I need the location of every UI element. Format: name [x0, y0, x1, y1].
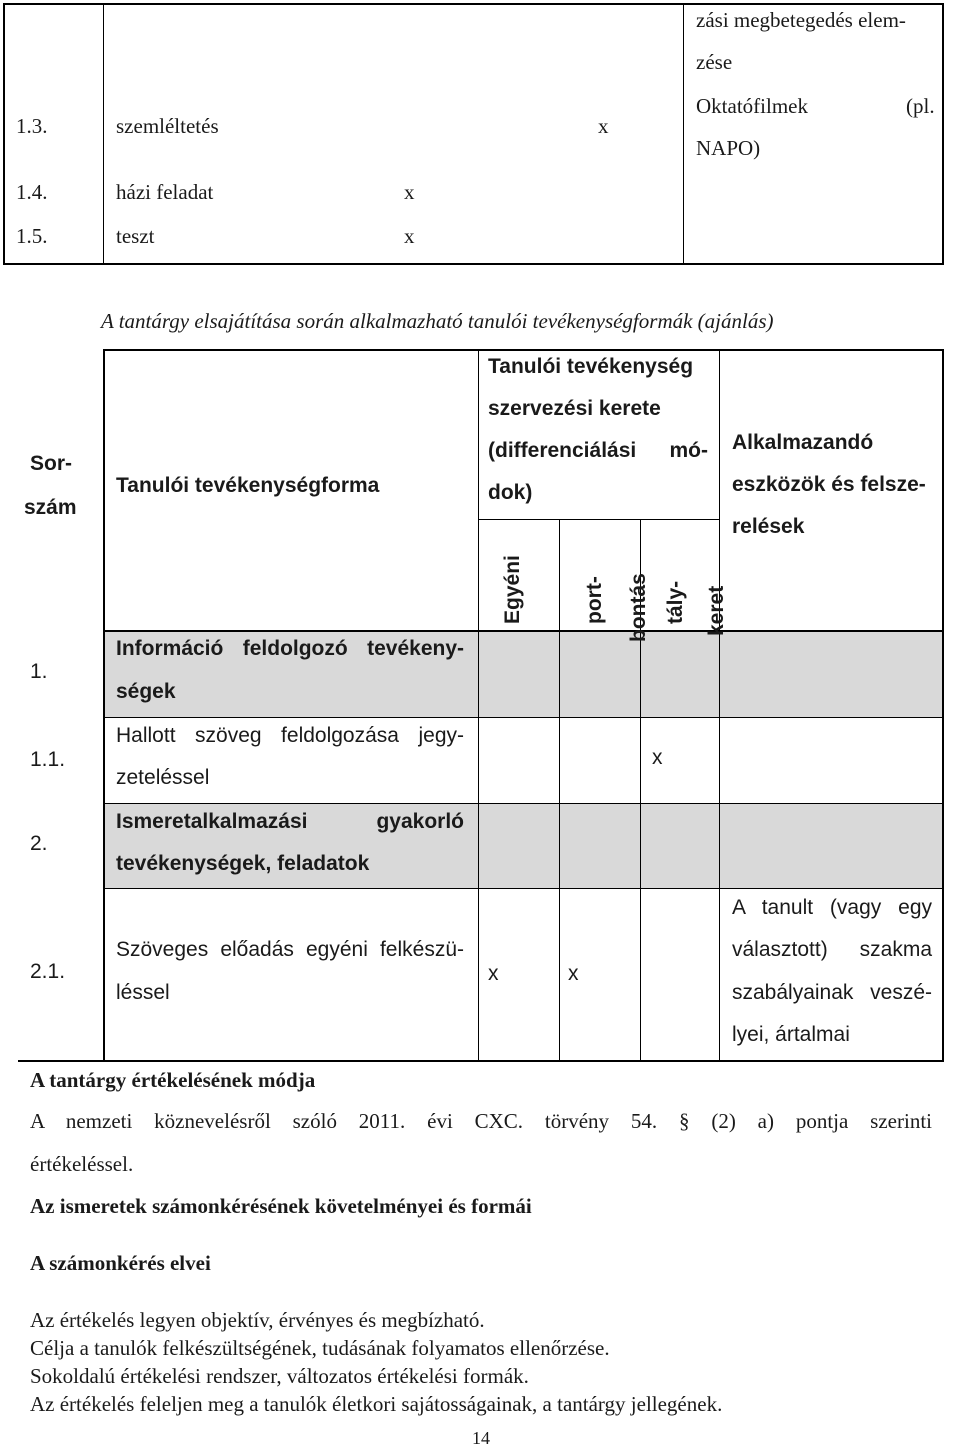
top-row-tools-line2: NAPO) [696, 136, 761, 160]
principle-item: Az értékelés legyen objektív, érvényes és megbízható. [30, 1308, 485, 1332]
principle-item: Célja a tanulók felkészültségének, tudásának folyamatos ellenőrzése. [30, 1336, 610, 1360]
page-number: 14 [472, 1428, 490, 1448]
subheader-clip [479, 520, 728, 642]
top-row-tools-line1: Oktatófilmek [696, 94, 808, 118]
evaluation-heading: A tantárgy értékelésének módja [30, 1068, 316, 1092]
evaluation-line2: értékeléssel. [30, 1152, 134, 1176]
top-row-name: házi feladat [116, 180, 214, 204]
principle-item: Sokoldalú értékelési rendszer, változatos értékelési formák. [30, 1364, 529, 1388]
row-num: 1. [30, 660, 48, 683]
header-num-line1: Sor- [30, 452, 72, 475]
row-text-line2: ségek [116, 680, 176, 703]
row-text-line1: Hallott szöveg feldolgozása jegy- [116, 724, 464, 747]
principles-heading: A számonkérés elvei [30, 1251, 211, 1275]
requirements-heading: Az ismeretek számonkérésének követelményei és formái [30, 1194, 532, 1218]
section-title: A tantárgy elsajátítása során alkalmazható tanulói tevékenységformák (ajánlás) [101, 309, 774, 333]
top-row-name: teszt [116, 224, 155, 248]
row-text-line1: Szöveges előadás egyéni felkészü- [116, 938, 464, 961]
header-org-line2: szervezési kerete [488, 397, 661, 420]
header-tools-line2: eszközök és felsze- [732, 473, 926, 496]
top-row-num: 1.3. [16, 114, 48, 138]
row-tools-line1: A tanult (vagy egy [732, 896, 932, 919]
row-text-line1: Ismeretalkalmazási gyakorló [116, 810, 464, 833]
row-num: 1.1. [30, 748, 66, 771]
header-tools-line1: Alkalmazandó [732, 431, 874, 454]
subheader-bontas: bontás [627, 573, 650, 642]
row-mark: x [652, 746, 663, 769]
top-row-num: 1.5. [16, 224, 48, 248]
row-text-line2: zeteléssel [116, 766, 210, 789]
subheader-egyeni: Egyéni [501, 555, 524, 624]
header-num-line2: szám [24, 496, 77, 519]
row-text-line2: léssel [116, 981, 170, 1004]
row-num: 2. [30, 832, 48, 855]
row-num: 2.1. [30, 960, 66, 983]
row-mark: x [488, 962, 499, 985]
principle-item: Az értékelés feleljen meg a tanulók életkori sajátosságainak, a tantárgy jellegének. [30, 1392, 723, 1416]
header-org-line4: dok) [488, 481, 533, 504]
row-tools-line3: szabályainak veszé- [732, 981, 932, 1004]
top-row-mark: x [404, 224, 415, 248]
header-org-line3: (differenciálási mó- [488, 439, 708, 462]
row-mark: x [568, 962, 579, 985]
header-form: Tanulói tevékenységforma [116, 474, 380, 497]
row-text-line2: tevékenységek, feladatok [116, 852, 370, 875]
top-row-name: szemléltetés [116, 114, 219, 138]
top-row-mark: x [598, 114, 609, 138]
evaluation-line1: A nemzeti köznevelésről szóló 2011. évi CXC. törvény 54. § (2) a) pontja szerinti [30, 1109, 932, 1133]
header-tools-line3: relések [732, 515, 805, 538]
row-tools-line4: lyei, ártalmai [732, 1023, 850, 1046]
row-text-line1: Információ feldolgozó tevékeny- [116, 637, 464, 660]
top-row-tools-line1b: (pl. [906, 94, 935, 118]
top-row-tools-line1: zási megbetegedés elem- [696, 8, 906, 32]
header-org-line1: Tanulói tevékenység [488, 355, 694, 378]
subheader-taly: tály- [664, 580, 687, 624]
top-row-tools-line2: zése [696, 50, 733, 74]
top-row-num: 1.4. [16, 180, 48, 204]
top-row-mark: x [404, 180, 415, 204]
subheader-keret: keret [705, 585, 728, 636]
row-tools-line2: választott) szakma [732, 938, 932, 961]
subheader-port: port- [583, 576, 606, 624]
